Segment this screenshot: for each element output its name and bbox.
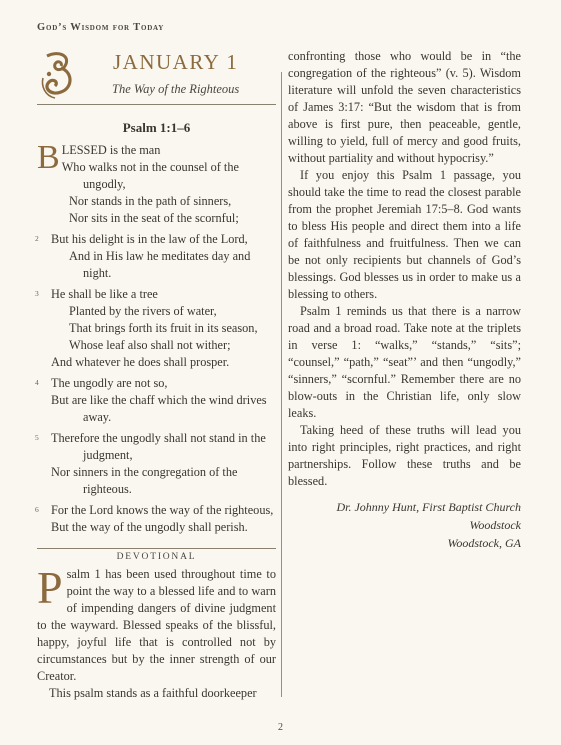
entry-subtitle: The Way of the Righteous <box>112 82 240 96</box>
verse-5 <box>37 430 276 498</box>
devotional-label: DEVOTIONAL <box>116 552 197 562</box>
devotional-text <box>37 562 276 702</box>
verse-line: away. <box>83 410 112 424</box>
scripture-reference: Psalm 1:1–6 <box>122 120 191 135</box>
entry-header <box>37 48 276 116</box>
verse-line: LESSED is the man <box>61 143 161 157</box>
verse-line: ungodly, <box>83 177 126 191</box>
devotional-continued <box>288 48 521 490</box>
verse-number: 4 <box>35 378 39 387</box>
devotional-paragraph <box>37 562 276 685</box>
verse-line: But his delight is in the law of the Lord, <box>51 232 248 246</box>
verse-line: And whatever he does shall prosper. <box>51 355 230 369</box>
verse-line: Nor sinners in the congregation of the <box>51 465 238 479</box>
verse-line: night. <box>83 266 112 280</box>
verse-line: righteous. <box>83 482 132 496</box>
page-number: 2 <box>278 722 283 733</box>
devotional-dropcap: P <box>37 562 63 613</box>
running-head: God’s Wisdom for Today <box>37 22 165 33</box>
devotional-header <box>37 548 276 566</box>
verse-6 <box>37 502 276 536</box>
verse-line: Therefore the ungodly shall not stand in the <box>51 431 266 445</box>
ornament-icon <box>39 50 75 100</box>
verse-number: 6 <box>35 505 39 514</box>
verse-line: Planted by the rivers of water, <box>69 304 217 318</box>
devotional-paragraph: Taking heed of these truths will lead you into right principles, right practices, and right partnerships. Follow these truths and be blessed. <box>288 423 521 488</box>
verse-number: 3 <box>35 289 39 298</box>
devotional-paragraph: Psalm 1 reminds us that there is a narrow road and a broad road. Take note at the triplets in verse 1: “walks,” “stands,” “sits”; “counsel,” “path,” “seat”’ and then “ungodly,” “sinners,” “scornful.” Remember there are no blow-outs in the Christian life, only slow leaks. <box>288 304 521 420</box>
author-signature <box>288 498 521 552</box>
verse-line: The ungodly are not so, <box>51 376 168 390</box>
left-column <box>37 48 276 702</box>
verse-line: judgment, <box>83 448 133 462</box>
devotional-divider <box>37 548 276 549</box>
column-divider <box>281 72 282 697</box>
verse-line: Who walks not in the counsel of the <box>61 160 239 174</box>
devotional-paragraph: This psalm stands as a faithful doorkeeper <box>49 686 257 700</box>
devotional-paragraph: If you enjoy this Psalm 1 passage, you should take the time to read the closest parable from the prophet Jeremiah 17:5–8. God wants to bless His people and direct them into a life of faithfulness and fruitfulness. Then we can be not only recipients but channels of God’s blessings. God blesses us in order to make us a blessing to others. <box>288 168 521 301</box>
verse-2 <box>37 231 276 282</box>
date-title: JANUARY 1 <box>113 50 239 74</box>
verse-line: But the way of the ungodly shall perish. <box>51 520 248 534</box>
verse-line: Whose leaf also shall not wither; <box>69 338 231 352</box>
verse-1 <box>37 139 276 227</box>
verse-number: 5 <box>35 433 39 442</box>
verse-line: That brings forth its fruit in its season, <box>69 321 258 335</box>
verse-line: Nor sits in the seat of the scornful; <box>69 211 239 225</box>
verse-line: And in His law he meditates day and <box>69 249 251 263</box>
verse-number: 2 <box>35 234 39 243</box>
verse-4 <box>37 375 276 426</box>
verse-line: For the Lord knows the way of the righteous, <box>51 503 274 517</box>
verse-line: Nor stands in the path of sinners, <box>69 194 232 208</box>
verse-3 <box>37 286 276 371</box>
verse-dropcap: B <box>37 139 60 176</box>
author-name: Dr. Johnny Hunt, First Baptist Church Woodstock <box>336 500 521 532</box>
author-location: Woodstock, GA <box>447 536 521 550</box>
devotional-paragraph-text: salm 1 has been used throughout time to point the way to a blessed life and to warn of impending dangers of divine judgment to the wayward. Blessed speaks of the blissful, happy, joyful life that is controlled not by circumstances but by the inner strength of our Creator. <box>37 567 276 683</box>
right-column <box>288 48 521 552</box>
verse-line: He shall be like a tree <box>51 287 158 301</box>
header-divider <box>37 104 276 105</box>
devotional-paragraph: confronting those who would be in “the congregation of the righteous” (v. 5). Wisdom literature will unfold the seven characteristics of James 3:17: “But the wisdom that is from above is first pure, then peaceable, gentle, willing to yield, full of mercy and good fruits, without partiality and without hypocrisy.” <box>288 49 521 165</box>
verse-line: But are like the chaff which the wind drives <box>51 393 267 407</box>
